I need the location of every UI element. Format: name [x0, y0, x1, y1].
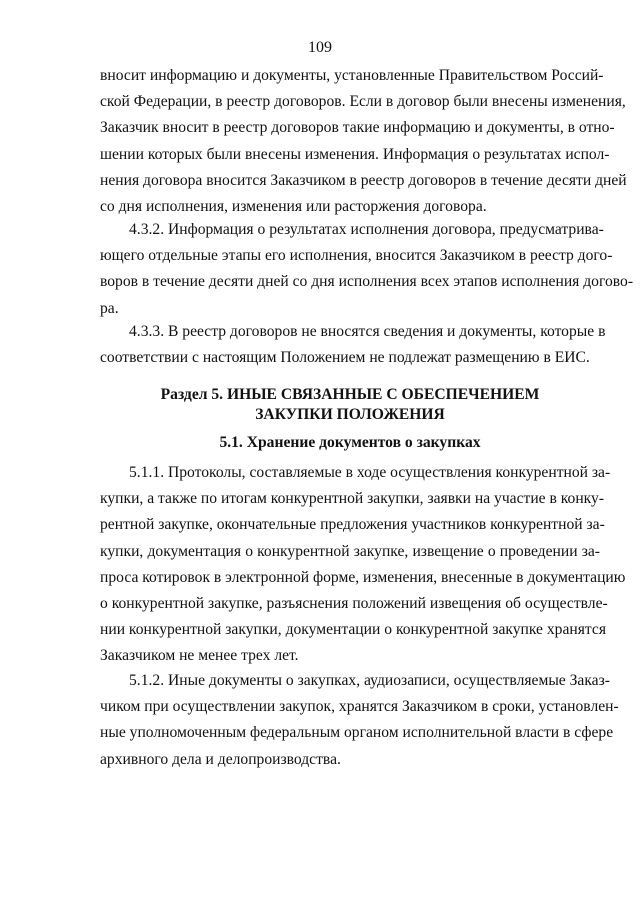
section-heading: [100, 385, 600, 425]
text-line: нения договора вносится Заказчиком в реестр договоров в течение десяти дней: [100, 171, 627, 189]
text-line: 5.1.1. Протоколы, составляемые в ходе осуществления конкурентной за-: [129, 464, 611, 481]
text-line: ные уполномоченным федеральным органом исполнительной власти в сфере: [100, 724, 614, 742]
text-line: купки, документация о конкурентной закупке, извещение о проведении за-: [100, 542, 600, 560]
text-line: вносит информацию и документы, установленные Правительством Россий-: [100, 67, 604, 84]
text-line: ющего отдельные этапы его исполнения, вносится Заказчиком в реестр дого-: [100, 247, 613, 265]
text-line: ра.: [100, 299, 119, 317]
paragraph-4-3-1-continuation: [100, 63, 627, 220]
text-line: соответствии с настоящим Положением не подлежат размещению в ЕИС.: [100, 349, 590, 367]
text-line: со дня исполнения, изменения или расторжения договора.: [100, 198, 487, 216]
paragraph-5-1-1: [100, 460, 626, 670]
text-line: нии конкурентной закупки, документации о конкурентной закупке хранятся: [100, 621, 606, 639]
text-line: рентной закупке, окончательные предложения участников конкурентной за-: [100, 516, 605, 534]
text-line: купки, а также по итогам конкурентной закупки, заявки на участие в конку-: [100, 490, 605, 508]
text-line: воров в течение десяти дней со дня исполнения всех этапов исполнения догово-: [100, 273, 634, 291]
paragraph-4-3-3: [100, 319, 606, 371]
text-line: о конкурентной закупке, разъяснения положений извещения об осуществле-: [100, 595, 608, 613]
text-line: 4.3.3. В реестр договоров не вносятся сведения и документы, которые в: [129, 323, 606, 340]
text-line: ской Федерации, в реестр договоров. Если в договор были внесены изменения,: [100, 93, 626, 111]
text-line: Заказчик вносит в реестр договоров такие информацию и документы, в отно-: [100, 119, 615, 137]
subsection-heading: 5.1. Хранение документов о закупках: [219, 434, 481, 451]
page-number: 109: [308, 39, 332, 56]
section-heading-line: Раздел 5. ИНЫЕ СВЯЗАННЫЕ С ОБЕСПЕЧЕНИЕМ: [160, 386, 540, 403]
paragraph-5-1-2: [100, 668, 619, 773]
text-line: чиком при осуществлении закупок, хранятся Заказчиком в сроки, установлен-: [100, 698, 619, 716]
text-line: 4.3.2. Информация о результатах исполнения договора, предусматрива-: [129, 221, 604, 238]
text-line: проса котировок в электронной форме, изменения, внесенные в документацию: [100, 568, 626, 586]
text-line: шении которых были внесены изменения. Информация о результатах испол-: [100, 145, 610, 163]
text-line: архивного дела и делопроизводства.: [100, 750, 341, 768]
text-line: 5.1.2. Иные документы о закупках, аудиозаписи, осуществляемые Заказ-: [129, 672, 610, 689]
text-line: Заказчиком не менее трех лет.: [100, 647, 299, 665]
paragraph-4-3-2: [100, 217, 634, 322]
section-heading-line: ЗАКУПКИ ПОЛОЖЕНИЯ: [255, 406, 445, 423]
